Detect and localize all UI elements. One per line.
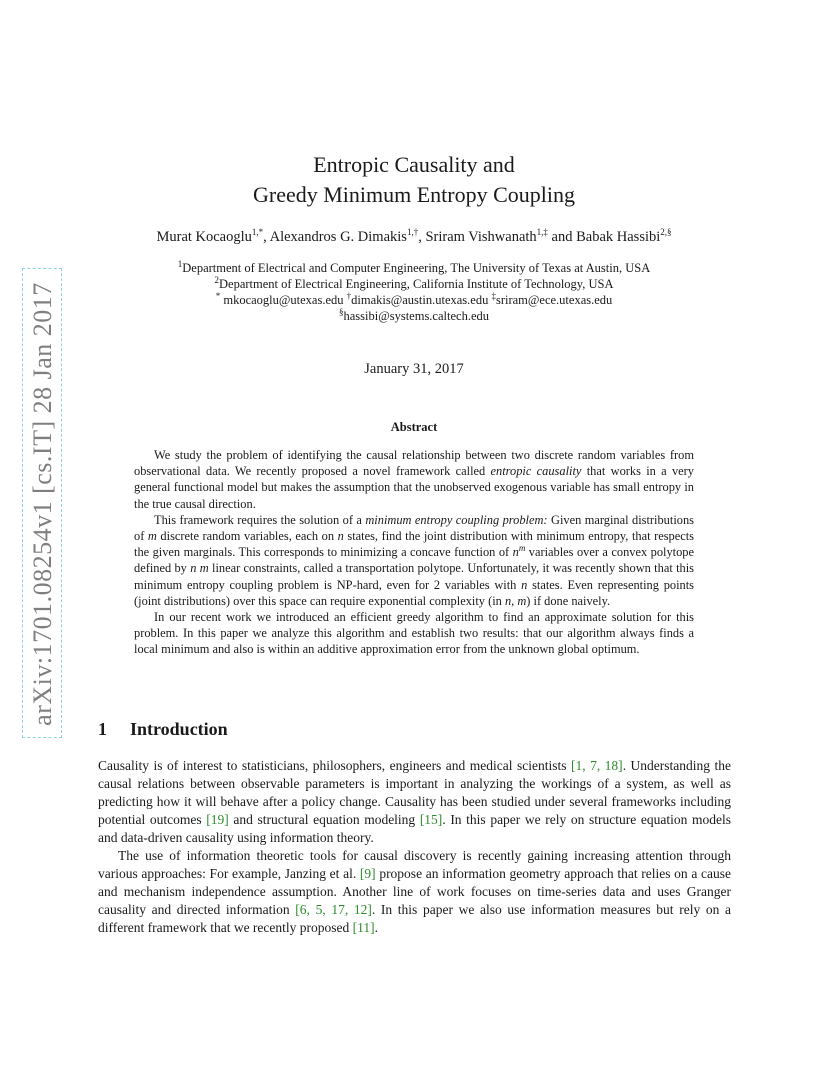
title-line-1: Entropic Causality and [313, 152, 515, 177]
abstract-body [134, 447, 694, 658]
author-name: Babak Hassibi [576, 229, 661, 245]
author-mark: 2,§ [660, 227, 672, 238]
abstract-paragraph: We study the problem of identifying the causal relationship between two discrete random variables from observational data. We recently proposed a novel framework called entropic causality that works in a very general functional model but makes the assumption that the unobserved exogenous variable has small entropy in the true causal direction. [134, 448, 694, 511]
intro-body [98, 757, 731, 937]
author-mark: 1,‡ [536, 227, 548, 238]
author-name: Alexandros G. Dimakis [269, 229, 407, 245]
section-heading [98, 719, 228, 740]
intro-paragraph: The use of information theoretic tools for causal discovery is recently gaining increasing attention through various approaches: For example, Janzing et al. [9] propose an information geometry approach that relies on a cause and mechanism independence assumption. Another line of work focuses on time-series data and uses Granger causality and directed information [6, 5, 17, 12]. In this paper we also use information measures but rely on a different framework that we recently proposed [11]. [98, 848, 731, 935]
author-list: Murat Kocaoglu$^{1,*}$, Alexandros G. Dimakis$^{1,\dagger}$, Sriram Vishwanath$^{1,\ddagger}$ and Babak Hassibi$^{2,\S}$ [156, 227, 672, 245]
email-mark: § [338, 306, 344, 317]
author-mark: 1,† [406, 227, 419, 238]
citation-link[interactable]: [1, 7, 18] [570, 758, 623, 773]
author-mark: 1,* [251, 227, 264, 238]
intro-paragraph: Causality is of interest to statisticians, philosophers, engineers and medical scientists [1, 7, 18]. Understanding the causal relations between observable parameters is important in analyzing the workings of a system, as well as predicting how it will behave after a policy change. Causality has been studied under several frameworks including potential outcomes [19] and structural equation modeling [15]. In this paper we rely on structure equation models and data-driven causality using information theory. [98, 758, 732, 845]
arxiv-stamp-text: arXiv:1701.08254v1 [cs.IT] 28 Jan 2017 [28, 282, 57, 726]
abstract-paragraph: In our recent work we introduced an efficient greedy algorithm to find an approximate solution for this problem. In this paper we analyze this algorithm and establish two results: that our algorithm always finds a local minimum and also is within an additive approximation error from the unknown global optimum. [134, 610, 694, 657]
section-number: 1 [98, 719, 107, 739]
affiliation-1 [0, 260, 828, 276]
email-mark: † [346, 290, 352, 301]
email-mark: ‡ [491, 290, 496, 301]
affiliation-mark: 1 [177, 258, 183, 269]
email: dimakis@austin.utexas.edu [351, 293, 489, 307]
abstract-heading: Abstract [390, 420, 438, 434]
paper-title [0, 150, 828, 210]
email: mkocaoglu@utexas.edu [223, 293, 344, 307]
affiliation-text: Department of Electrical Engineering, California Institute of Technology, USA [219, 277, 614, 291]
abstract-paragraph: This framework requires the solution of a minimum entropy coupling problem: Given marginal distributions of m discrete random variables, each on n states, find the joint distribution with minimum entropy, that respects the given marginals. This corresponds to minimizing a concave function of $n^m$ variables over a convex polytope defined by n m linear constraints, called a transportation polytope. Unfortunately, it was recently shown that this minimum entropy coupling problem is NP-hard, even for 2 variables with n states. Even representing points (joint distributions) over this space can require exponential complexity (in n, m) if done naively. [134, 512, 695, 608]
affiliation-text: Department of Electrical and Computer Engineering, The University of Texas at Austin, USA [182, 261, 651, 275]
citation-link[interactable]: [6, 5, 17, 12] [295, 902, 372, 917]
citation-link[interactable]: [19] [206, 812, 229, 827]
title-line-2: Greedy Minimum Entropy Coupling [252, 182, 576, 207]
citation-link[interactable]: [15] [419, 812, 443, 827]
section-title: Introduction [130, 719, 228, 739]
citation-link[interactable]: [11] [352, 920, 375, 935]
email-line-2 [0, 308, 828, 324]
affiliation-mark: 2 [214, 274, 219, 285]
arxiv-stamp [22, 268, 62, 738]
emails-line [0, 292, 828, 308]
author-name: Murat Kocaoglu [156, 229, 252, 245]
affiliations [0, 260, 828, 324]
author-and: and [551, 229, 573, 245]
author-name: Sriram Vishwanath [425, 229, 537, 245]
email-mark: * [215, 290, 221, 301]
affiliation-2 [0, 276, 828, 292]
email: sriram@ece.utexas.edu [495, 293, 613, 307]
email: hassibi@systems.caltech.edu [343, 309, 489, 323]
citation-link[interactable]: [9] [359, 866, 376, 881]
paper-date: January 31, 2017 [364, 361, 464, 377]
